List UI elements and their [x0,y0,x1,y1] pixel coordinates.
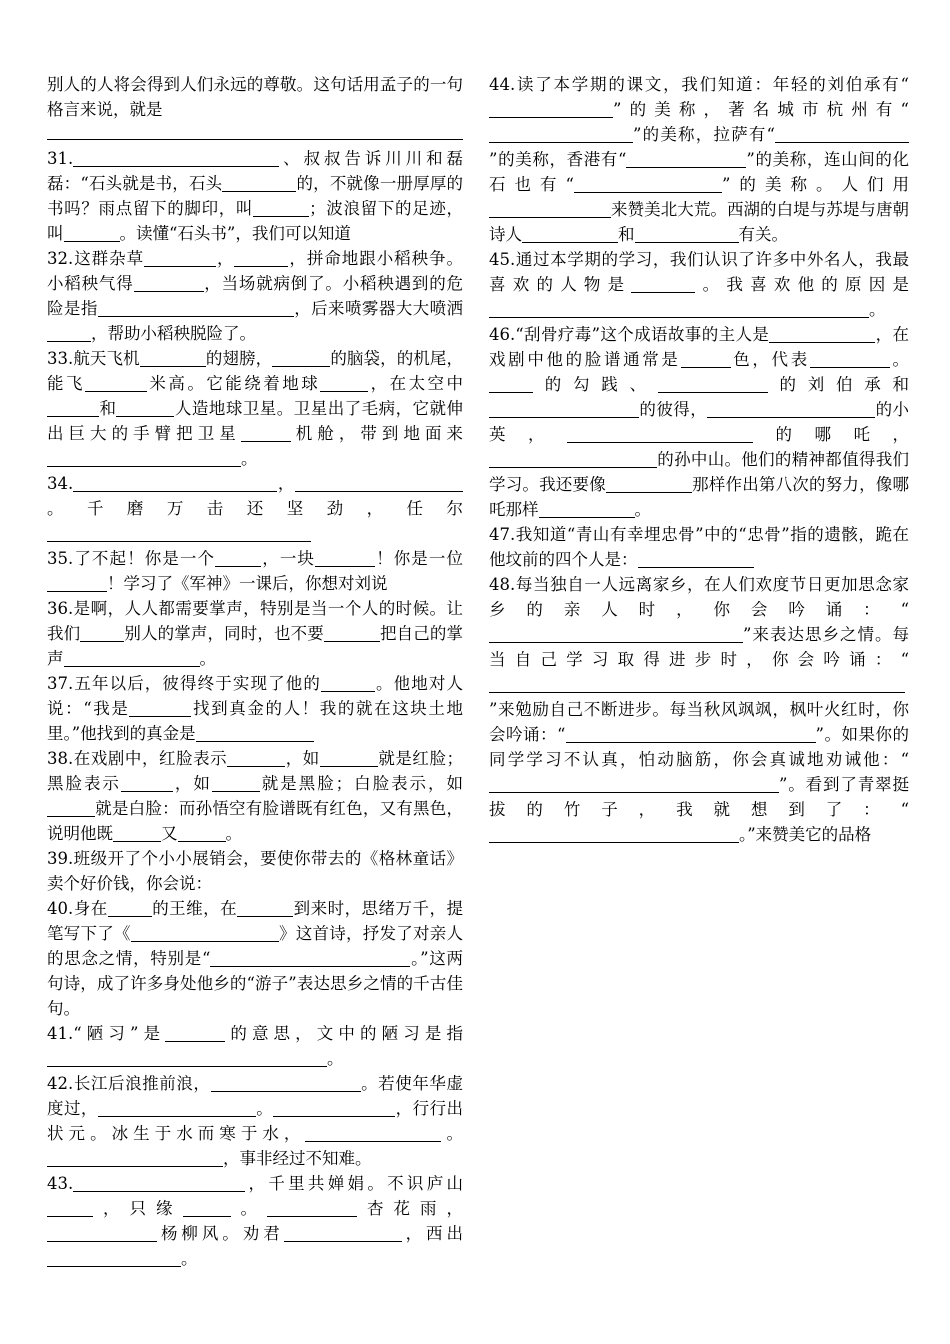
question-text: ”。看到了青翠挺拔的竹子，我就想到了：“ [489,775,909,819]
question-text: ，千里共婵娟。不识庐山 [245,1174,463,1193]
question-text: 别人的人将会得到人们永远的尊敬。这句话用孟子的一句格言来说，就是 [47,75,463,119]
answer-blank[interactable] [631,275,695,293]
question-text: 的王维，在 [151,899,238,918]
answer-blank[interactable] [489,450,657,468]
answer-blank[interactable] [267,1199,357,1217]
question-text: 33.航天飞机 [47,349,140,368]
answer-blank[interactable] [320,749,378,767]
question-text: 机舱，带到地面来 [290,424,464,443]
question-text: 46.“刮骨疗毒”这个成语故事的主人是 [489,325,770,344]
answer-blank[interactable] [227,749,285,767]
question-text: 找到真金的人！我的就在这块土地里。”他找到的真金是 [47,699,464,743]
question-text: 39.班级开了个小小展销会，要使你带去的《格林童话》卖个好价钱，你会说： [47,849,463,893]
answer-blank[interactable] [574,175,722,193]
answer-blank[interactable] [567,425,753,443]
question-text: 来赞美北大荒。西湖的白堤与苏堤与唐朝诗人 [489,200,909,244]
question-text: 。他地对人说：“我是 [47,674,464,718]
answer-blank[interactable] [305,1124,441,1142]
answer-blank[interactable] [210,949,410,967]
question-text: ”的美称，连山间的化石也有“ [489,150,909,194]
question-text: ， [277,474,295,493]
answer-blank[interactable] [222,174,296,192]
answer-blank[interactable] [212,774,260,792]
question-text: ，后来喷雾器大大喷洒 [293,299,464,318]
question-text: ！学习了《军神》一课后，你想对刘说 [107,574,388,593]
question-text: 。 [889,350,909,369]
question-text: 45.通过本学期的学习，我们认识了许多中外名人，我最喜欢的人物是 [489,250,909,294]
question-text: ，行行出状元。冰生于水而寒于水， [47,1099,464,1143]
question-text: 40.身在 [47,899,108,918]
question-text: ，只缘 [93,1199,183,1218]
question-text: 的脑袋，的机尾，能飞 [47,349,464,393]
answer-blank[interactable] [315,549,375,567]
answer-blank[interactable] [47,574,107,592]
answer-blank[interactable] [47,1149,223,1167]
right-column [489,72,909,847]
question-q33 [47,346,463,471]
answer-blank[interactable] [320,374,368,392]
question-text: 色，代表 [730,350,810,369]
answer-blank[interactable] [144,249,216,267]
question-text: 。 [869,300,886,319]
question-text: 就是红脸；黑脸表示 [47,749,464,793]
question-text: ；波浪留下的足迹，叫 [47,199,464,243]
answer-blank[interactable] [658,375,768,393]
question-text: 的意思，文中的陋习是指 [225,1024,463,1043]
answer-blank[interactable] [566,725,816,743]
answer-blank[interactable] [489,375,533,393]
answer-blank[interactable] [211,1074,361,1092]
question-text: 42.长江后浪推前浪， [47,1074,211,1093]
answer-blank[interactable] [64,224,120,242]
question-text: 杨柳风。劝君 [157,1224,284,1243]
answer-blank[interactable] [489,300,869,318]
question-text: 别人的掌声，同时，也不要 [124,624,324,643]
question-text: 32.这群杂草 [47,249,145,268]
question-q44 [489,72,909,247]
answer-blank[interactable] [47,1249,181,1267]
question-text: 杏花雨， [357,1199,463,1218]
answer-blank[interactable] [98,1099,256,1117]
question-text: 43. [47,1174,74,1193]
question-q40 [47,896,463,1021]
question-text: 就是白脸：而孙悟空有脸谱既有红色，又有黑色，说明他既 [47,799,463,843]
question-text: 有关。 [738,225,788,244]
question-text: 。 [241,449,258,468]
question-text: 的小英， [489,400,910,444]
question-text: 44.读了本学期的课文，我们知道：年轻的刘伯承有“ [489,75,909,94]
answer-blank[interactable] [539,500,635,518]
question-q35 [47,546,463,596]
question-text: ”的美称。人们用 [721,175,910,194]
answer-blank[interactable] [47,799,95,817]
answer-blank[interactable] [272,349,330,367]
question-text: ”的美称，拉萨有“ [633,125,775,144]
answer-blank[interactable] [626,150,746,168]
answer-blank[interactable] [47,449,241,467]
question-text: 的哪吒， [753,425,909,444]
question-text: ，一块 [261,549,316,568]
question-text: 那样作出第八次的努力，像哪吒那样 [489,475,910,519]
question-text: 31. [47,149,74,168]
question-q37 [47,671,463,746]
answer-blank[interactable] [522,225,618,243]
answer-blank[interactable] [489,625,743,643]
answer-blank[interactable] [73,149,279,167]
question-text: 和 [99,399,117,418]
question-text: ，如 [172,774,212,793]
question-text: 到来时，思绪万千，提笔写下了《 [47,899,463,943]
question-text: 47.我知道“青山有幸埋忠骨”中的“忠骨”指的遗骸，跪在他坟前的四个人是： [489,525,909,569]
answer-blank[interactable] [85,374,147,392]
question-text: ”来勉励自己不断进步。每当秋风飒飒，枫叶火红时，你会吟诵：“ [489,700,909,744]
answer-blank[interactable] [489,100,613,118]
question-text: 和 [618,225,635,244]
answer-blank[interactable] [129,699,191,717]
question-q42 [47,1071,463,1171]
question-text: ，如 [285,749,320,768]
question-q36 [47,596,463,671]
answer-blank[interactable] [489,775,779,793]
answer-blank[interactable] [489,200,611,218]
question-text: 的刘伯承和 [767,375,909,394]
answer-blank[interactable] [810,350,890,368]
question-text: ，拼命地跟小稻秧争。小稻秧气得 [47,249,464,293]
question-text: 35.了不起！你是一个 [47,549,216,568]
question-text: 37.五年以后，彼得终于实现了他的 [47,674,321,693]
question-text: 。我喜欢他的原因是 [695,275,910,294]
question-text: 的翅膀， [205,349,273,368]
answer-blank[interactable] [769,325,875,343]
answer-blank[interactable] [178,824,226,842]
question-text: ！你是一位 [375,549,464,568]
question-q48 [489,572,909,847]
answer-blank[interactable] [295,474,463,492]
answer-blank[interactable] [284,1224,402,1242]
question-text: 又 [161,824,178,843]
question-text: 把自己的掌声 [47,624,463,668]
question-text: ，在戏剧中他的脸谱通常是 [489,325,909,369]
answer-blank[interactable] [253,199,309,217]
question-text: ”来表达思乡之情。每当自己学习取得进步时，你会吟诵：“ [489,625,909,669]
answer-blank[interactable] [47,399,99,417]
left-column [47,72,463,1271]
question-text: 。 [181,1249,198,1268]
answer-blank[interactable] [489,125,633,143]
answer-blank[interactable] [64,649,200,667]
answer-blank[interactable] [165,1024,225,1042]
answer-blank[interactable] [489,675,905,693]
question-text: ”的美称，著名城市杭州有“ [613,100,909,119]
question-text: ，帮助小稻秧脱险了。 [91,324,256,343]
question-q30 [47,72,463,140]
answer-blank[interactable] [234,249,288,267]
question-text: 。”这两句诗，成了许多身处他乡的“游子”表达思乡之情的千古佳句。 [47,949,464,1018]
question-q41 [47,1021,463,1071]
question-q39 [47,846,463,896]
answer-blank-line[interactable] [47,122,463,140]
answer-blank[interactable] [73,474,277,492]
question-text: ”。如果你的同学学习不认真，怕动脑筋，你会真诚地劝诫他：“ [489,725,910,769]
answer-blank[interactable] [183,1199,231,1217]
question-text: 》这首诗，抒发了对亲人的思念之情，特别是“ [47,924,463,968]
answer-blank[interactable] [80,624,124,642]
question-text: ， [216,249,235,268]
question-text: 41.“陋习”是 [47,1024,166,1043]
question-text: 的，不就像一册厚厚的书吗？雨点留下的脚印，叫 [47,174,464,218]
question-text: 米高。它能绕着地球 [146,374,321,393]
answer-blank[interactable] [681,350,731,368]
answer-blank[interactable] [638,550,754,568]
answer-blank[interactable] [47,324,91,342]
answer-blank[interactable] [196,724,314,742]
question-text: 的勾践、 [533,375,658,394]
question-text: 38.在戏剧中，红脸表示 [47,749,228,768]
question-text: 。 [199,649,216,668]
answer-blank[interactable] [324,624,380,642]
question-text: 。 [441,1124,464,1143]
answer-blank[interactable] [775,125,909,143]
question-q31 [47,146,463,246]
answer-blank[interactable] [47,524,311,542]
question-text: 。 [225,824,242,843]
answer-blank[interactable] [707,400,875,418]
question-text: 36.是啊，人人都需要掌声，特别是当一个人的时候。让我们 [47,599,463,643]
answer-blank[interactable] [134,274,204,292]
answer-blank[interactable] [131,924,279,942]
question-text: ”的美称，香港有“ [489,150,627,169]
answer-blank[interactable] [237,899,293,917]
question-q47 [489,522,909,572]
answer-blank[interactable] [113,824,161,842]
question-text: ，事非经过不知难。 [223,1149,372,1168]
question-text: 。 [230,1199,267,1218]
question-text: 。读懂“石头书”，我们可以知道 [119,224,351,243]
question-text: 的孙中山。他们的精神都值得我们学习。我还要像 [489,450,909,494]
question-q46 [489,322,909,522]
question-q34 [47,471,463,546]
question-q45 [489,247,909,322]
answer-blank[interactable] [140,349,206,367]
answer-blank[interactable] [108,899,152,917]
answer-blank[interactable] [321,674,375,692]
question-q43 [47,1171,463,1271]
answer-blank[interactable] [489,400,639,418]
question-text: 、叔叔告诉川川和磊磊：“石头就是书，石头 [47,149,463,193]
answer-blank[interactable] [47,1199,93,1217]
question-text: ，当场就病倒了。小稻秧遇到的危险是指 [47,274,464,318]
answer-blank[interactable] [121,774,173,792]
question-text: 。 [634,500,651,519]
answer-blank[interactable] [215,549,261,567]
question-text: 人造地球卫星。卫星出了毛病，它就伸出巨大的手臂把卫星 [47,399,464,443]
question-text: 。千磨万击还坚劲，任尔 [47,499,463,518]
answer-blank[interactable] [489,825,739,843]
question-text: 。 [255,1099,274,1118]
answer-blank[interactable] [98,299,294,317]
question-text: ，在太空中 [368,374,464,393]
question-text: 34. [47,474,74,493]
question-q32 [47,246,463,346]
answer-blank[interactable] [47,1224,157,1242]
answer-blank[interactable] [273,1099,395,1117]
answer-blank[interactable] [606,475,692,493]
question-q38 [47,746,463,846]
answer-blank[interactable] [116,399,174,417]
question-text: 48.每当独自一人远离家乡，在人们欢度节日更加思念家乡的亲人时，你会吟诵：“ [489,575,909,619]
question-text: 。”来赞美它的品格 [739,825,872,844]
answer-blank[interactable] [73,1174,245,1192]
question-text: ，西出 [401,1224,464,1243]
answer-blank[interactable] [241,424,291,442]
question-text: 就是黑脸；白脸表示，如 [259,774,464,793]
question-text: 。 [327,1049,344,1068]
answer-blank[interactable] [47,1049,327,1067]
question-text: 。若使年华虚度过， [47,1074,464,1118]
answer-blank[interactable] [635,225,739,243]
question-text: 的彼得， [639,400,708,419]
